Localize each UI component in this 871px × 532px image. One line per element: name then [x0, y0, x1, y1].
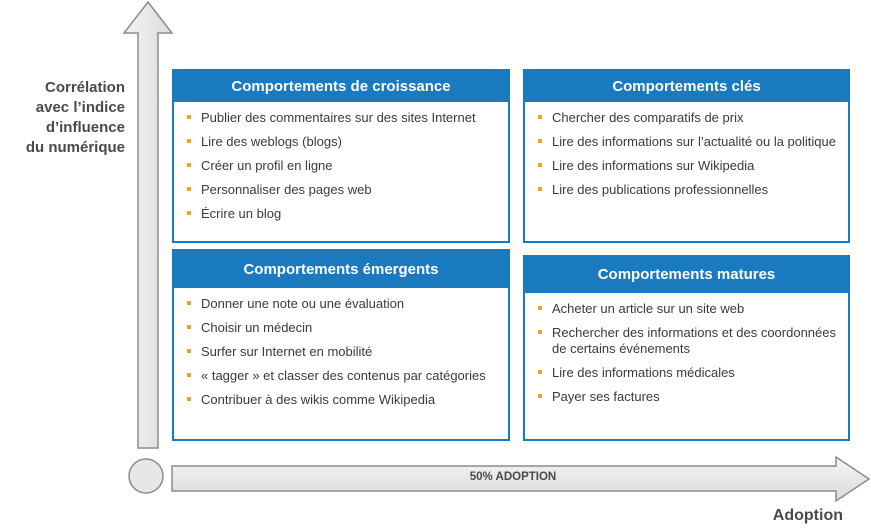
behavior-list: [525, 102, 848, 198]
behavior-list: [525, 293, 848, 405]
list-item: Lire des informations sur Wikipedia: [537, 158, 848, 174]
list-item: Lire des publications professionnelles: [537, 182, 848, 198]
y-axis-label-line: avec l’indice: [35, 99, 125, 116]
list-item: Créer un profil en ligne: [186, 158, 508, 174]
behavior-list: [174, 102, 508, 222]
list-item: Surfer sur Internet en mobilité: [186, 344, 508, 360]
y-axis-label: [0, 78, 125, 158]
list-item: Contribuer à des wikis comme Wikipedia: [186, 392, 508, 408]
y-axis-label-line: du numérique: [25, 139, 125, 156]
quadrant-mature: [523, 255, 850, 441]
list-item: Lire des weblogs (blogs): [186, 134, 508, 150]
y-axis-label-line: Corrélation: [44, 79, 125, 96]
quadrant-key: [523, 69, 850, 243]
y-axis-label-line: d’influence: [45, 119, 125, 136]
list-item: Choisir un médecin: [186, 320, 508, 336]
quadrant-emerging: [172, 249, 510, 441]
behavior-list: [174, 288, 508, 408]
list-item: Donner une note ou une évaluation: [186, 296, 508, 312]
list-item: Payer ses factures: [537, 389, 848, 405]
quadrant-title: Comportements émergents: [174, 251, 508, 288]
list-item: Écrire un blog: [186, 206, 508, 222]
list-item: Rechercher des informations et des coordonnées de certains événements: [537, 325, 848, 357]
list-item: Personnaliser des pages web: [186, 182, 508, 198]
quadrant-title: Comportements clés: [525, 71, 848, 102]
adoption-marker-label: 50% ADOPTION: [469, 471, 557, 483]
list-item: Lire des informations médicales: [537, 365, 848, 381]
quadrant-title: Comportements matures: [525, 257, 848, 293]
quadrant-growth: [172, 69, 510, 243]
list-item: Chercher des comparatifs de prix: [537, 110, 848, 126]
origin-circle: [129, 459, 163, 493]
list-item: Lire des informations sur l’actualité ou la politique: [537, 134, 848, 150]
x-axis-label: Adoption: [772, 507, 843, 524]
list-item: Acheter un article sur un site web: [537, 301, 848, 317]
y-axis-arrow: [124, 2, 172, 448]
list-item: Publier des commentaires sur des sites Internet: [186, 110, 508, 126]
list-item: « tagger » et classer des contenus par catégories: [186, 368, 508, 384]
quadrant-title: Comportements de croissance: [174, 71, 508, 102]
